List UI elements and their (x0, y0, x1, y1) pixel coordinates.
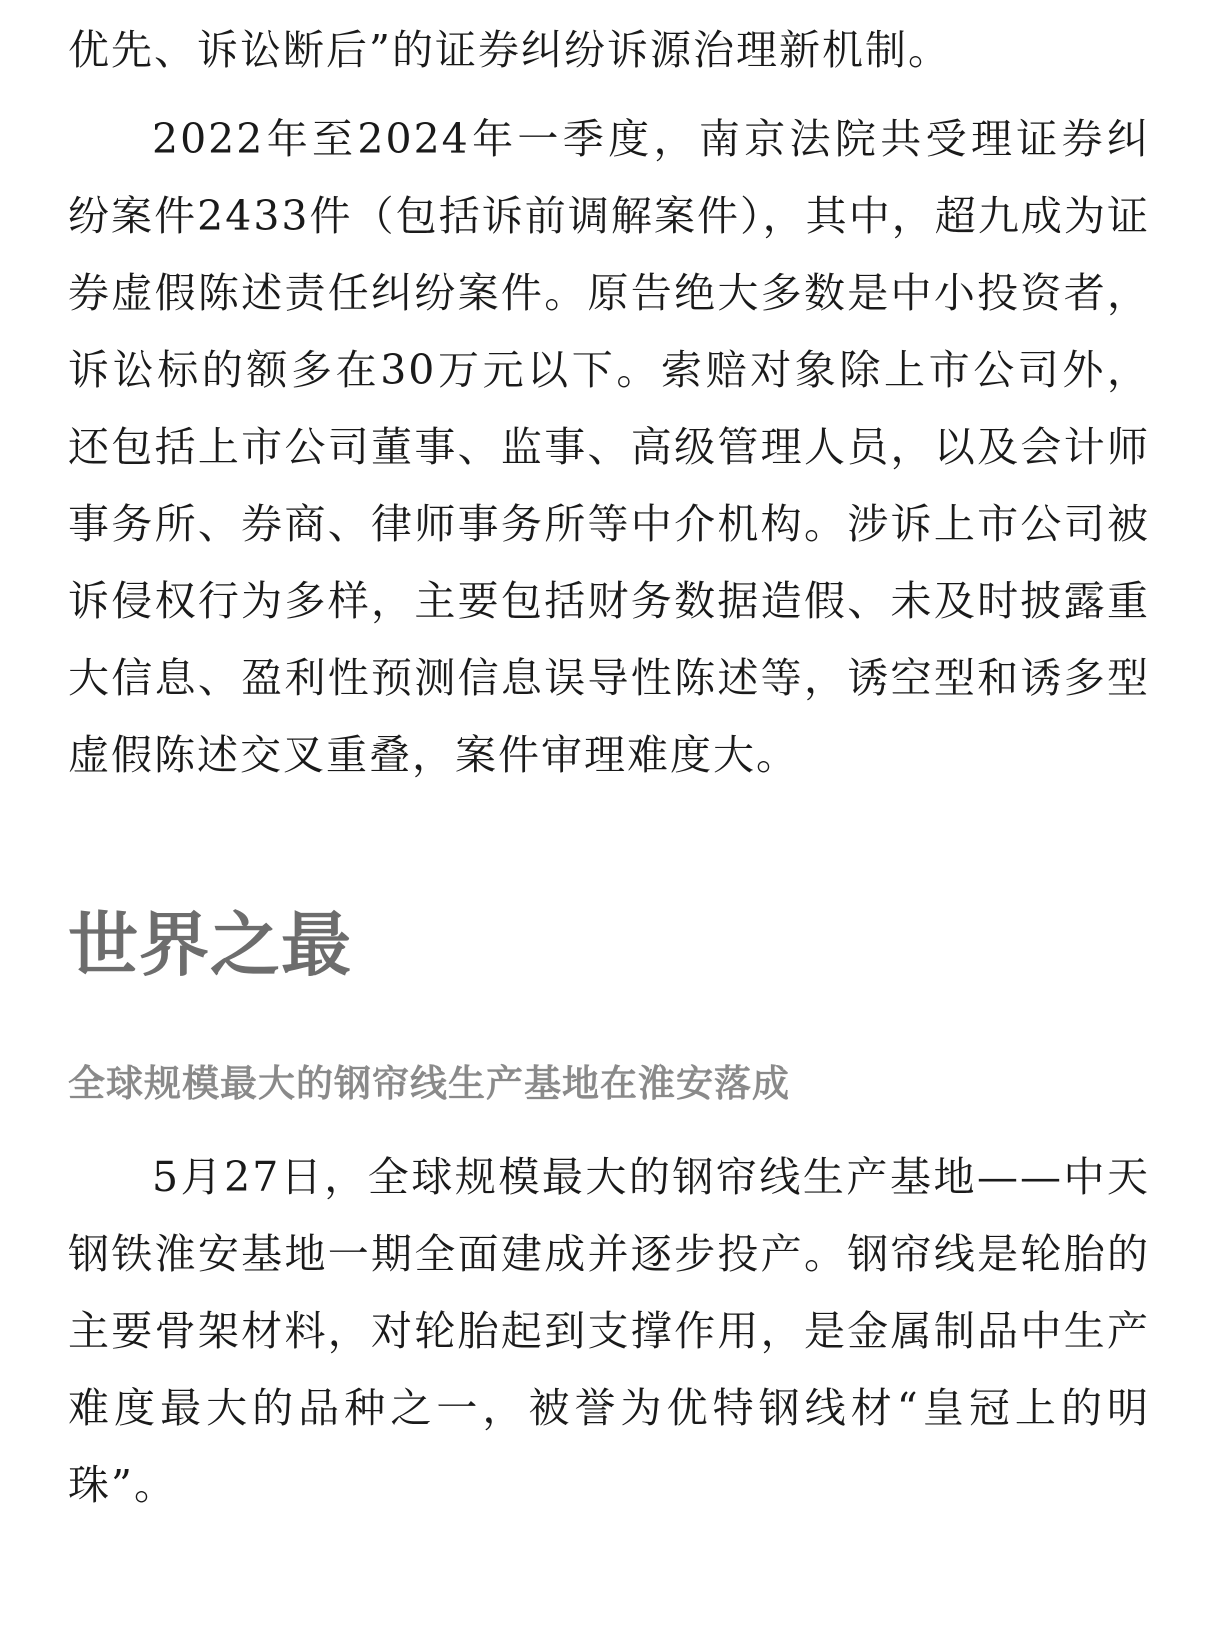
news-headline: 全球规模最大的钢帘线生产基地在淮安落成 (68, 1061, 790, 1105)
paragraph-securities-cases: 2022年至2024年一季度，南京法院共受理证券纠纷案件2433件（包括诉前调解案件），其中，超九成为证券虚假陈述责任纠纷案件。原告绝大多数是中小投资者，诉讼标的额多在30万元以下。索赔对象除上市公司外，还包括上市公司董事、监事、高级管理人员，以及会计师事务所、券商、律师事务所等中介机构。涉诉上市公司被诉侵权行为多样，主要包括财务数据造假、未及时披露重大信息、盈利性预测信息误导性陈述等，诱空型和诱多型虚假陈述交叉重叠，案件审理难度大。 (68, 115, 1150, 779)
section-heading: 世界之最 (68, 904, 352, 986)
paragraph-steel-cord: 5月27日，全球规模最大的钢帘线生产基地——中天钢铁淮安基地一期全面建成并逐步投产。钢帘线是轮胎的主要骨架材料，对轮胎起到支撑作用，是金属制品中生产难度最大的品种之一，被誉为优特钢线材“皇冠上的明珠”。 (68, 1153, 1150, 1509)
paragraph-continuation: 优先、诉讼断后”的证券纠纷诉源治理新机制。 (68, 26, 951, 74)
